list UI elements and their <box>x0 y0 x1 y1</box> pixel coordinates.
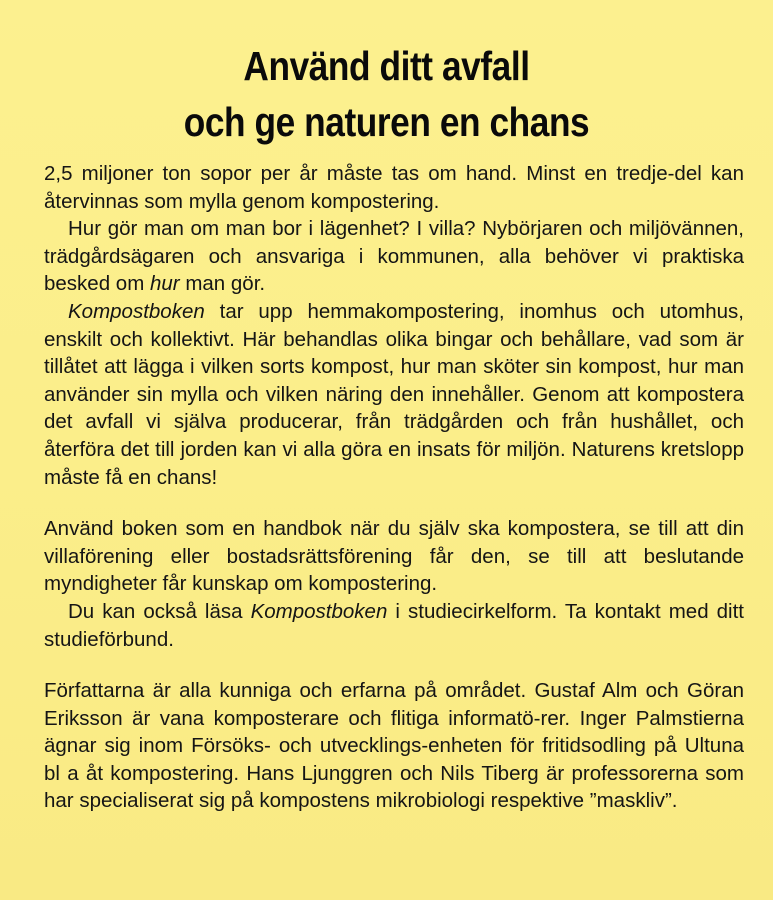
book-title-emphasis: Kompostboken <box>68 299 205 323</box>
paragraph-study-circle <box>44 598 744 653</box>
paragraph-intro-text: 2,5 miljoner ton sopor per år måste tas om hand. Minst en tredje-del kan återvinnas som mylla genom kompostering. <box>44 162 744 213</box>
paragraph-who-text: Hur gör man om man bor i lägenhet? I villa? Nybörjaren och miljövännen, trädgårdsägaren och ansvariga i kommunen, alla behöver vi praktiska besked om <box>44 217 744 296</box>
paragraph-study-text: Du kan också läsa <box>68 599 251 623</box>
paragraph-authors <box>44 677 744 815</box>
paragraph-study-text-end: i studiecirkelform. Ta kontakt med ditt studieförbund. <box>44 599 744 651</box>
body-text <box>44 160 744 815</box>
paragraph-usage-text: Använd boken som en handbok när du själv ska kompostera, se till att din villaförening eller bostadsrättsförening får den, se till att beslutande myndigheter får kunskap om kompostering. <box>44 517 744 596</box>
paragraph-authors-text: Författarna är alla kunniga och erfarna på området. Gustaf Alm och Göran Eriksson är vana komposterare och flitiga informatö-rer. Inger Palmstierna ägnar sig inom Försöks- och utvecklings-enheten för fritidsodling på Ultuna bl a åt kompostering. Hans Ljunggren och Nils Tiberg är professorerna som har specialiserat sig på kompostens mikrobiologi respektive ”maskliv”. <box>44 679 744 813</box>
paragraph-contents <box>44 298 744 491</box>
paragraph-who-text-end: man gör. <box>179 272 266 296</box>
paragraph-who <box>44 215 744 298</box>
book-title-emphasis-2: Kompostboken <box>250 599 388 623</box>
paragraph-who-emphasis: hur <box>149 272 180 296</box>
paragraph-intro <box>44 160 744 215</box>
title-line-1: Använd ditt avfall <box>243 43 530 89</box>
title-line-2: och ge naturen en chans <box>183 99 590 145</box>
paragraph-contents-text: tar upp hemmakompostering, inomhus och utomhus, enskilt och kollektivt. Här behandlas olika bingar och behållare, vad som är tillåtet att lägga i vilken sorts kompost, hur man sköter sin kompost, hur man använder sin mylla och vilken näring den innehåller. Genom att kompostera det avfall vi själva producerar, från trädgården och från hushållet, och återföra det till jorden kan vi alla göra en insats för miljön. Naturens kretslopp måste få en chans! <box>44 299 744 489</box>
page-title <box>54 38 719 150</box>
paragraph-usage <box>44 515 744 598</box>
